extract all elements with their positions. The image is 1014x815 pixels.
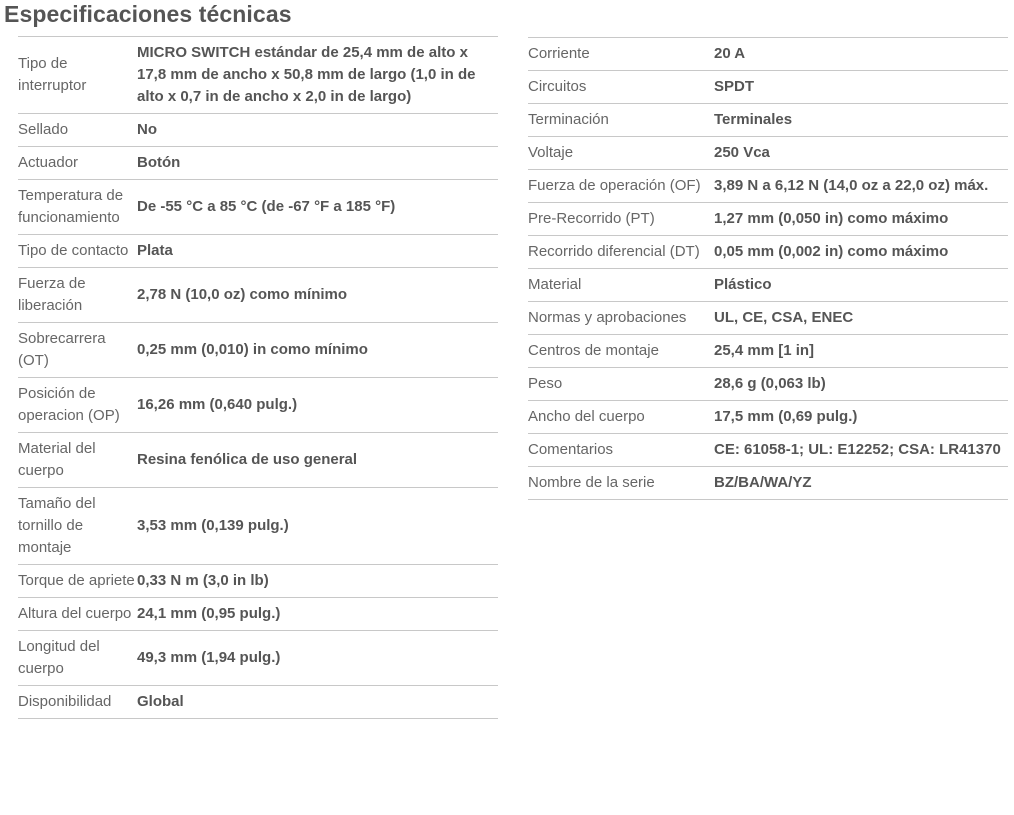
spec-value: 25,4 mm [1 in] <box>714 342 815 359</box>
spec-value: Plata <box>137 242 173 259</box>
spec-row <box>528 236 1008 269</box>
spec-table-right <box>528 37 1008 500</box>
spec-table-left <box>18 36 498 719</box>
spec-label: Ancho del cuerpo <box>528 408 645 425</box>
spec-value: 28,6 g (0,063 lb) <box>714 375 826 392</box>
spec-row <box>528 302 1008 335</box>
spec-row <box>18 323 498 378</box>
spec-label: Torque de apriete <box>18 572 135 589</box>
spec-row <box>528 71 1008 104</box>
spec-row <box>528 137 1008 170</box>
spec-value: BZ/BA/WA/YZ <box>714 474 812 491</box>
spec-row <box>528 467 1008 500</box>
spec-row <box>18 631 498 686</box>
page-title: Especificaciones técnicas <box>4 1 292 27</box>
spec-value: 3,53 mm (0,139 pulg.) <box>137 517 289 534</box>
spec-row <box>18 686 498 719</box>
spec-value: 0,25 mm (0,010) in como mínimo <box>137 341 368 358</box>
spec-value: 0,33 N m (3,0 in lb) <box>137 572 269 589</box>
spec-value: 250 Vca <box>714 144 770 161</box>
spec-label: Comentarios <box>528 441 614 458</box>
spec-row <box>18 433 498 488</box>
spec-value: 3,89 N a 6,12 N (14,0 oz a 22,0 oz) máx. <box>714 177 989 194</box>
spec-label: Circuitos <box>528 78 587 95</box>
spec-row <box>18 268 498 323</box>
spec-row <box>18 598 498 631</box>
spec-label: Terminación <box>528 111 609 128</box>
spec-label: Sobrecarrera (OT) <box>18 330 106 369</box>
spec-value: UL, CE, CSA, ENEC <box>714 309 854 326</box>
spec-label: Material <box>528 276 582 293</box>
spec-row <box>528 269 1008 302</box>
spec-label: Actuador <box>18 154 79 171</box>
spec-row <box>18 180 498 235</box>
spec-value: 17,5 mm (0,69 pulg.) <box>714 408 858 425</box>
spec-row <box>528 434 1008 467</box>
spec-label: Posición de operacion (OP) <box>18 385 120 424</box>
spec-value: Resina fenólica de uso general <box>137 451 358 468</box>
spec-label: Corriente <box>528 45 590 62</box>
spec-label: Normas y aprobaciones <box>528 309 687 326</box>
spec-label: Fuerza de operación (OF) <box>528 177 701 194</box>
spec-value: 16,26 mm (0,640 pulg.) <box>137 396 298 413</box>
spec-value: Botón <box>137 154 181 171</box>
spec-label: Longitud del cuerpo <box>18 638 100 677</box>
spec-value: 2,78 N (10,0 oz) como mínimo <box>137 286 348 303</box>
spec-label: Voltaje <box>528 144 574 161</box>
spec-label: Sellado <box>18 121 69 138</box>
spec-value: MICRO SWITCH estándar de 25,4 mm de alto x 17,8 mm de ancho x 50,8 mm de largo (1,0 in de alto x 0,7 in de ancho x 2,0 in de largo) <box>137 44 476 105</box>
spec-row <box>18 235 498 268</box>
spec-label: Tamaño del tornillo de montaje <box>18 495 96 556</box>
spec-value: 24,1 mm (0,95 pulg.) <box>137 605 281 622</box>
spec-label: Disponibilidad <box>18 693 112 710</box>
spec-row <box>18 114 498 147</box>
spec-label: Material del cuerpo <box>18 440 96 479</box>
spec-row <box>528 401 1008 434</box>
spec-row <box>18 37 498 114</box>
spec-label: Nombre de la serie <box>528 474 655 491</box>
spec-value: 0,05 mm (0,002 in) como máximo <box>714 243 949 260</box>
spec-label: Altura del cuerpo <box>18 605 132 622</box>
spec-label: Fuerza de liberación <box>18 275 86 314</box>
spec-value: 49,3 mm (1,94 pulg.) <box>137 649 281 666</box>
spec-label: Temperatura de funcionamiento <box>18 187 124 226</box>
spec-value: SPDT <box>714 78 755 95</box>
spec-row <box>528 335 1008 368</box>
spec-label: Centros de montaje <box>528 342 659 359</box>
spec-value: Terminales <box>714 111 793 128</box>
spec-label: Recorrido diferencial (DT) <box>528 243 700 260</box>
spec-row <box>18 565 498 598</box>
spec-label: Peso <box>528 375 563 392</box>
spec-row <box>18 147 498 180</box>
spec-row <box>18 378 498 433</box>
spec-row <box>18 488 498 565</box>
spec-label: Tipo de interruptor <box>18 55 87 94</box>
spec-value: No <box>137 121 157 138</box>
spec-value: 1,27 mm (0,050 in) como máximo <box>714 210 949 227</box>
spec-value: Plástico <box>714 276 772 293</box>
spec-row <box>528 368 1008 401</box>
spec-label: Pre-Recorrido (PT) <box>528 210 655 227</box>
spec-value: De -55 °C a 85 °C (de -67 °F a 185 °F) <box>137 198 396 215</box>
spec-row <box>528 104 1008 137</box>
spec-row <box>528 170 1008 203</box>
spec-row <box>528 38 1008 71</box>
spec-value: Global <box>137 693 184 710</box>
spec-value: 20 A <box>714 45 746 62</box>
spec-label: Tipo de contacto <box>18 242 129 259</box>
spec-row <box>528 203 1008 236</box>
spec-value: CE: 61058-1; UL: E12252; CSA: LR41370 <box>714 441 1001 458</box>
